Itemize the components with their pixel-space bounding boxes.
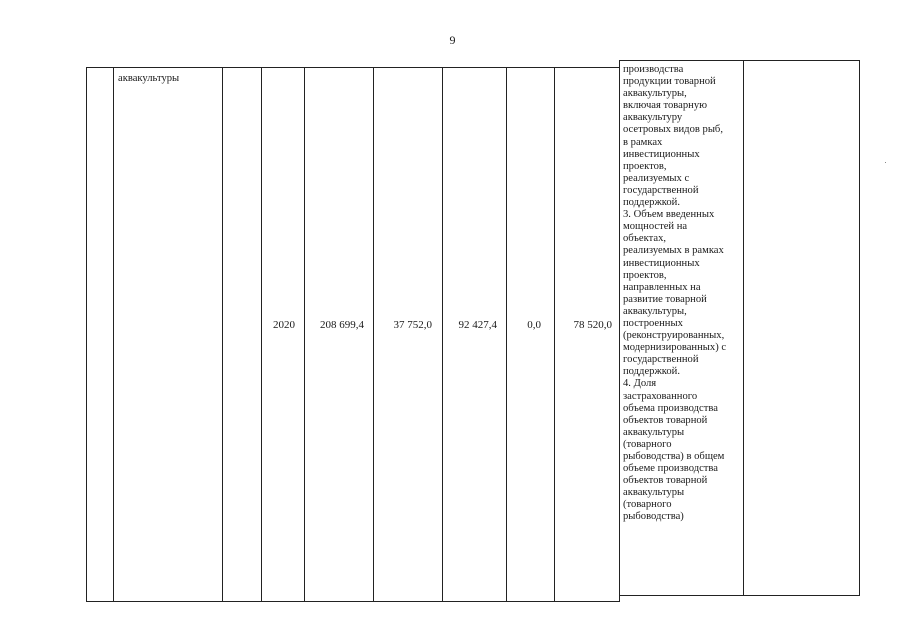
scan-speck [885,162,886,163]
funding-cell-b: 92 427,4 [458,319,497,331]
indicator-line: развитие товарной [623,293,707,305]
page-number: 9 [449,33,456,47]
table-border-right [859,60,860,596]
indicator-line: поддержкой. [623,197,680,209]
table-divider [222,67,223,602]
indicator-line: объема производства [623,402,718,414]
indicator-line: аквакультуры [623,426,685,438]
indicator-line: объеме производства [623,463,718,475]
indicator-line: рыбоводства) в общем [623,451,725,462]
table-divider [373,67,374,602]
total-cell: 208 699,4 [320,319,364,331]
table-divider [554,67,555,602]
indicator-line: направленных на [623,281,701,293]
table-border-top [619,60,860,61]
indicator-line: застрахованного [623,390,698,402]
indicator-line: государственной [623,184,699,196]
indicator-line: поддержкой. [623,366,680,378]
indicator-line: производства [623,64,684,75]
indicator-line: объектах, [623,233,667,245]
table-divider [442,67,443,602]
indicator-line: реализуемых в рамках [623,245,724,257]
indicator-line: инвестиционных [623,148,700,160]
table-border-bottom [86,601,620,602]
indicator-line: реализуемых с [623,172,690,184]
indicator-line: (реконструированных, [623,330,725,342]
indicator-line: аквакультуру [623,112,683,124]
table-border-top [86,67,619,68]
funding-cell-a: 37 752,0 [393,319,432,331]
indicator-line: государственной [623,354,699,366]
table-border-bottom [619,595,860,596]
indicator-line: рыбоводства) [623,511,684,523]
table-border-left [86,67,87,602]
indicator-line: осетровых видов рыб, [623,124,723,136]
indicator-line: в рамках [623,136,663,148]
indicator-line: мощностей на [623,221,688,233]
indicator-line: (товарного [623,438,672,450]
indicator-line: 3. Объем введенных [623,209,715,221]
funding-cell-d: 78 520,0 [573,319,612,331]
indicator-line: 4. Доля [623,378,657,390]
table-divider [619,60,620,602]
funding-cell-c: 0,0 [527,319,541,331]
table-divider [113,67,114,602]
table-divider [743,60,744,596]
indicator-line: объектов товарной [623,475,708,487]
table-divider [261,67,262,602]
indicator-line: продукции товарной [623,76,716,88]
indicator-line: проектов, [623,160,667,172]
indicator-line: инвестиционных [623,257,700,269]
indicators-cell [623,64,726,524]
indicator-line: аквакультуры, [623,88,687,100]
indicator-line: включая товарную [623,100,708,112]
indicator-line: проектов, [623,269,667,281]
indicator-line: (товарного [623,499,672,511]
indicator-line: аквакультуры [623,487,685,499]
indicator-line: объектов товарной [623,414,708,426]
indicator-line: аквакультуры, [623,305,687,317]
indicator-line: модернизированных) с [623,342,727,354]
table-divider [506,67,507,602]
indicator-line: построенных [623,317,683,329]
table-divider [304,67,305,602]
name-cell: аквакультуры [118,73,180,84]
year-cell: 2020 [273,319,295,331]
